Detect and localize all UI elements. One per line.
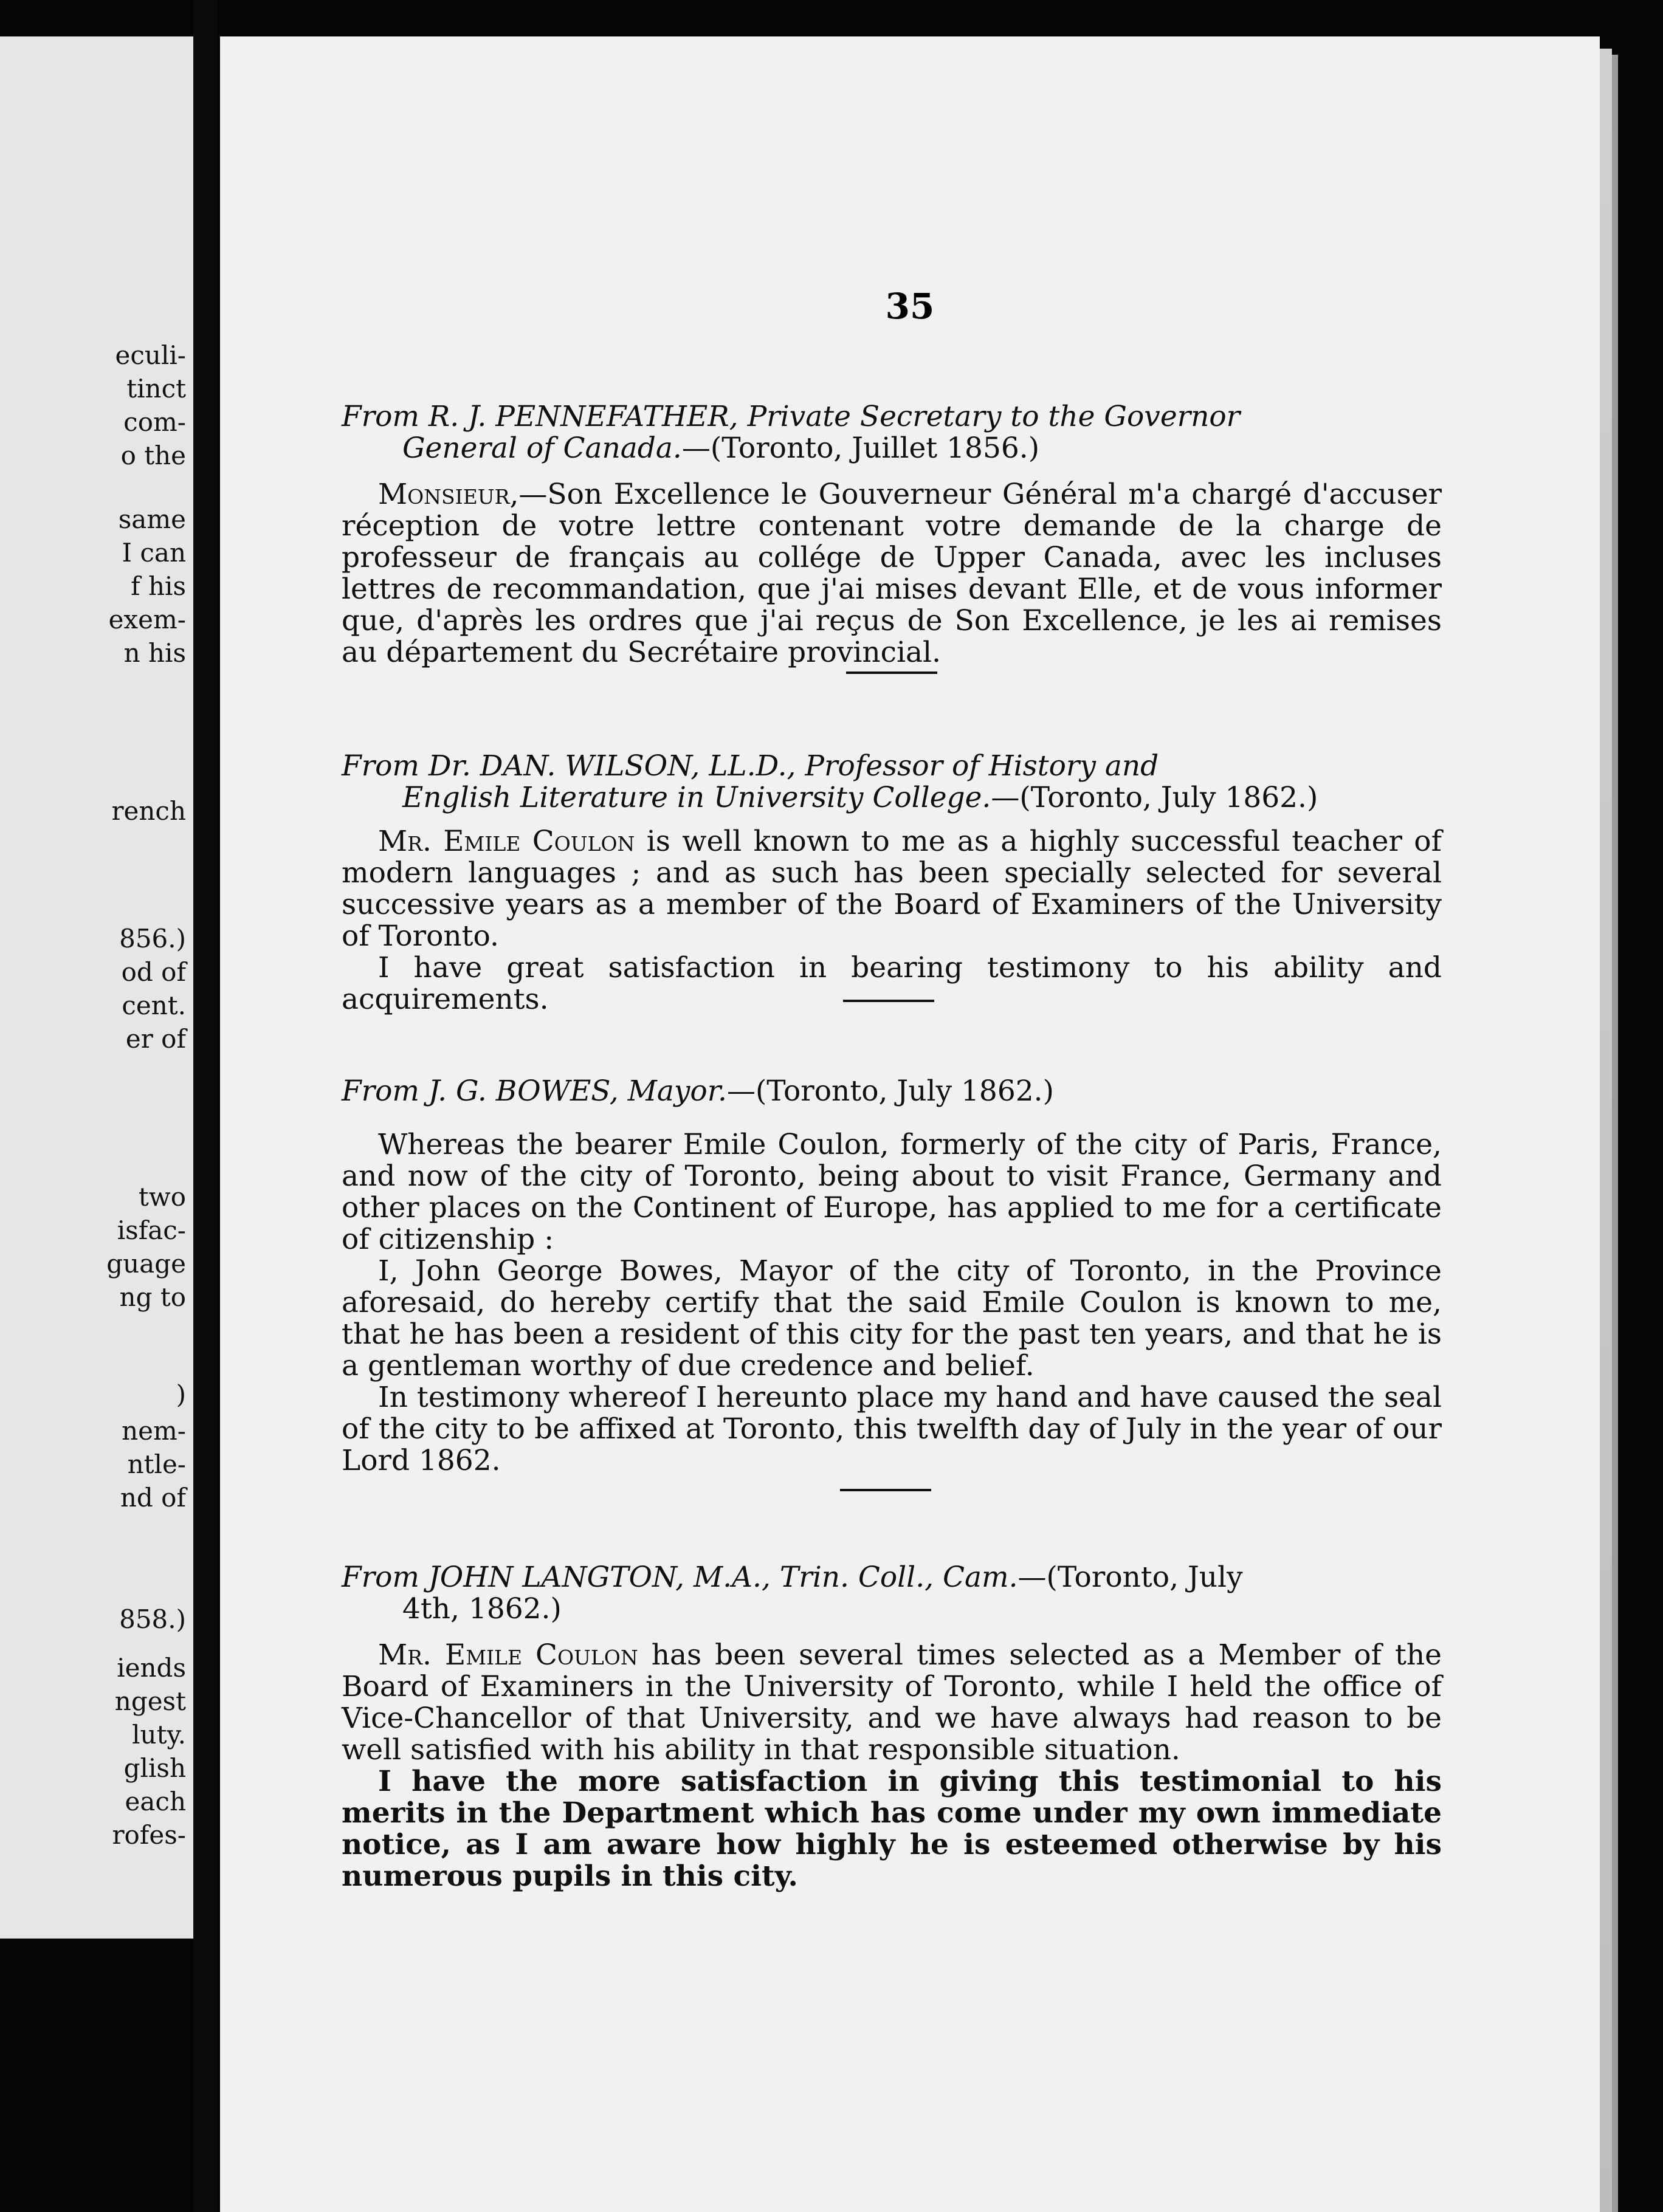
facing-page-text-fragment: er of	[125, 1024, 186, 1054]
facing-page-text-fragment: nem-	[122, 1416, 186, 1446]
heading-place-date: —(Toronto, July	[1017, 1561, 1243, 1594]
facing-page-text-fragment: ngest	[114, 1686, 186, 1716]
heading-place-date: —(Toronto, Juillet 1856.)	[681, 431, 1040, 465]
facing-page-text-fragment: glish	[123, 1753, 186, 1783]
page-edge-shadow	[1612, 55, 1618, 2212]
heading-line-2	[342, 433, 1442, 464]
heading-from: From	[342, 1074, 419, 1108]
paragraph	[342, 1129, 1442, 1255]
paragraph	[342, 1255, 1442, 1382]
paragraph	[342, 1766, 1442, 1892]
facing-page-text-fragment: luty.	[132, 1720, 186, 1750]
paragraph-text: I have the more satisfaction in giving this testimonial to his merits in the Department which has come under my own immediate notice, as I am aware how highly he is esteemed otherwise by his numerous pupils in this city.	[342, 1765, 1442, 1893]
letter-heading	[342, 1076, 1442, 1107]
heading-from: From	[342, 1561, 419, 1594]
facing-page-text-fragment: ng to	[119, 1282, 186, 1312]
letter-wilson	[342, 750, 1442, 1015]
paragraph-text: I have great satisfaction in bearing testimony to his ability and acquirements.	[342, 951, 1442, 1016]
facing-page-text-fragment: tinct	[126, 374, 186, 404]
facing-page-text-fragment: f his	[131, 571, 186, 601]
section-divider	[843, 1000, 934, 1002]
letter-heading	[342, 401, 1442, 464]
heading-author: R. J. PENNEFATHER,	[428, 400, 739, 433]
facing-page-text-fragment: nd of	[120, 1483, 186, 1513]
letter-body	[342, 1129, 1442, 1477]
paragraph	[342, 479, 1442, 668]
letter-langton	[342, 1562, 1442, 1892]
salutation: Monsieur,	[378, 478, 519, 511]
page-number: 35	[885, 286, 935, 327]
facing-page-text-fragment: eculi-	[115, 340, 186, 370]
facing-page	[0, 36, 193, 1939]
facing-page-text-fragment: ntle-	[127, 1449, 186, 1479]
paragraph	[342, 826, 1442, 952]
heading-author: Dr. DAN. WILSON, LL.D.,	[428, 749, 796, 783]
heading-role-2: General of Canada.	[402, 431, 682, 465]
letter-body	[342, 826, 1442, 1015]
letter-pennefather	[342, 401, 1442, 668]
subject-name: Mr. Emile Coulon	[378, 825, 635, 858]
facing-page-text-fragment: iends	[117, 1653, 186, 1683]
facing-page-text-fragment: 858.)	[119, 1604, 186, 1634]
document-page	[220, 36, 1600, 2212]
facing-page-text-fragment: od of	[121, 957, 186, 987]
paragraph-text: I, John George Bowes, Mayor of the city of Toronto, in the Province aforesaid, do hereby certify that the said Emile Coulon is known to me, that he has been a resident of this city for the past ten years, and that he is a gentleman worthy of due credence and belief.	[342, 1254, 1442, 1382]
facing-page-text-fragment: isfac-	[117, 1215, 186, 1245]
heading-role: Private Secretary to the Governor	[747, 400, 1241, 433]
heading-place-date: —(Toronto, July 1862.)	[726, 1074, 1054, 1108]
heading-line-2: 4th, 1862.)	[402, 1592, 562, 1626]
paragraph	[342, 1640, 1442, 1766]
heading-place-date: —(Toronto, July 1862.)	[991, 781, 1318, 814]
facing-page-text-fragment: guage	[106, 1249, 186, 1279]
facing-page-text-fragment: each	[125, 1787, 186, 1816]
letter-bowes	[342, 1076, 1442, 1477]
facing-page-text-fragment: 856.)	[119, 924, 186, 953]
page-edge	[1600, 49, 1612, 2212]
facing-page-text-fragment: I can	[122, 538, 186, 568]
facing-page-text-fragment: rofes-	[112, 1820, 186, 1850]
paragraph-text: In testimony whereof I hereunto place my hand and have caused the seal of the city to be affixed at Toronto, this twelfth day of July in the year of our Lord 1862.	[342, 1381, 1442, 1477]
letter-body	[342, 479, 1442, 668]
facing-page-text-fragment: rench	[111, 796, 186, 826]
paragraph	[342, 952, 1442, 1015]
heading-line-2	[342, 782, 1442, 814]
facing-page-text-fragment: com-	[123, 407, 186, 437]
heading-from: From	[342, 400, 419, 433]
subject-name: Mr. Emile Coulon	[378, 1638, 638, 1672]
letter-heading	[342, 750, 1442, 814]
letter-heading	[342, 1562, 1442, 1625]
heading-role-2: English Literature in University College.	[402, 781, 991, 814]
facing-page-text-fragment: o the	[120, 441, 186, 470]
letter-body	[342, 1640, 1442, 1892]
heading-role: Professor of History and	[805, 749, 1159, 783]
paragraph-text: is well known to me as a highly successful teacher of modern languages ; and as such has been specially selected for several successive years as a member of the Board of Examiners of the University of Toronto.	[342, 825, 1442, 953]
facing-page-text-fragment: same	[118, 504, 186, 534]
facing-page-text-fragment: )	[176, 1379, 186, 1409]
facing-page-text-fragment: n his	[123, 638, 186, 668]
paragraph-text: Whereas the bearer Emile Coulon, formerly of the city of Paris, France, and now of the city of Toronto, being about to visit France, Germany and other places on the Continent of Europe, has applied to me for a certificate of citizenship :	[342, 1128, 1442, 1256]
heading-from: From	[342, 749, 419, 783]
section-divider	[840, 1489, 931, 1491]
facing-page-text-fragment: cent.	[122, 991, 186, 1020]
paragraph-text: has been several times selected as a Member of the Board of Examiners in the University of Toronto, while I held the office of Vice-Chancellor of that University, and we have always had reason to be well satisfied with his ability in that responsible situation.	[342, 1638, 1442, 1767]
heading-role: Trin. Coll., Cam.	[779, 1561, 1018, 1594]
section-divider	[846, 672, 937, 674]
book-spine	[193, 0, 218, 2212]
heading-author: J. G. BOWES,	[428, 1074, 619, 1108]
paragraph	[342, 1382, 1442, 1477]
heading-author: JOHN LANGTON, M.A.,	[428, 1561, 771, 1594]
facing-page-text-fragment: two	[138, 1182, 186, 1212]
heading-role: Mayor.	[627, 1074, 727, 1108]
facing-page-text-fragment: exem-	[108, 605, 186, 634]
paragraph-text: —Son Excellence le Gouverneur Général m'a chargé d'accuser réception de votre lettre contenant votre demande de la charge de professeur de français au collége de Upper Canada, avec les incluses lettres de recommandation, que j'ai mises devant Elle, et de vous informer que, d'après les ordres que j'ai reçus de Son Excellence, je les ai remises au département du Secrétaire provincial.	[342, 478, 1442, 669]
